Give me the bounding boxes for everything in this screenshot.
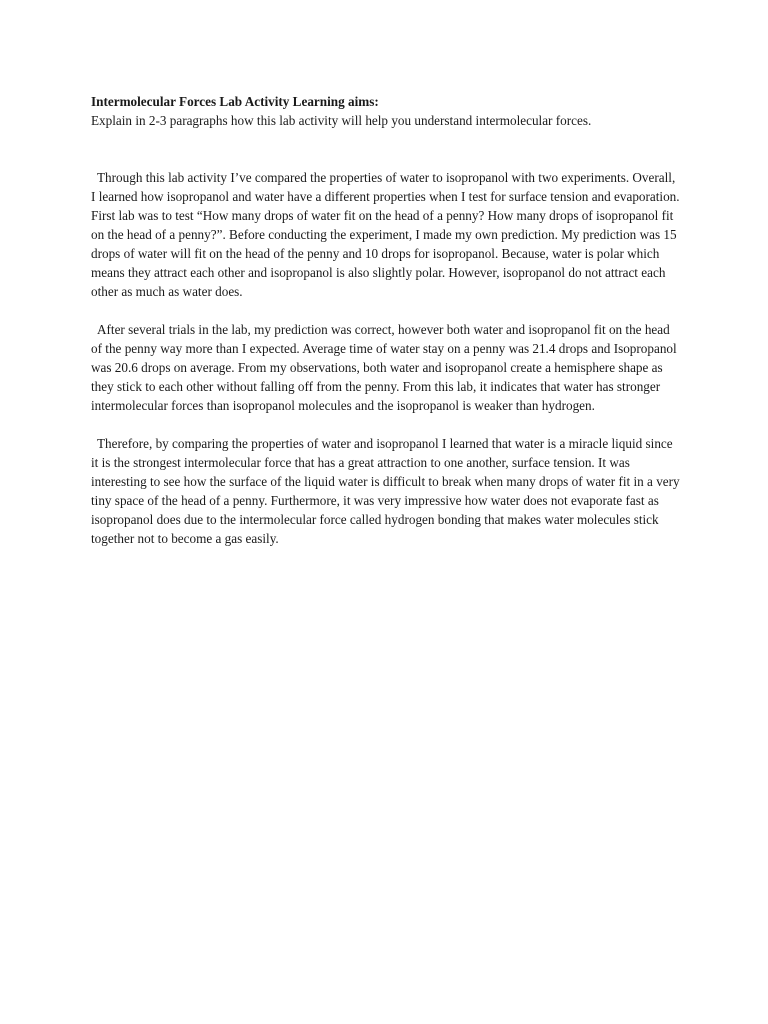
paragraph-2: After several trials in the lab, my prediction was correct, however both water and isopropanol fit on the head of the penny way more than I expected. Average time of water stay on a penny was 21.4 drops and Isopropanol was 20.6 drops on average. From my observations, both water and isopropanol create a hemisphere shape as they stick to each other without falling off from the penny. From this lab, it indicates that water has stronger intermolecular forces than isopropanol molecules and the isopropanol is weaker than hydrogen.: [91, 322, 677, 413]
paragraph-3: Therefore, by comparing the properties of water and isopropanol I learned that water is a miracle liquid since it is the strongest intermolecular force that has a great attraction to one another, surface tension. It was interesting to see how the surface of the liquid water is difficult to break when many drops of water fit in a very tiny space of the head of a penny. Furthermore, it was very impressive how water does not evaporate fast as isopropanol does due to the intermolecular force called hydrogen bonding that makes water molecules stick together not to become a gas easily.: [91, 436, 680, 546]
document-page: [91, 92, 681, 567]
spacer: [91, 130, 681, 168]
document-title: Intermolecular Forces Lab Activity Learning aims:: [91, 94, 379, 109]
document-prompt: Explain in 2-3 paragraphs how this lab activity will help you understand intermolecular forces.: [91, 113, 592, 128]
paragraph-1: Through this lab activity I’ve compared the properties of water to isopropanol with two experiments. Overall, I learned how isopropanol and water have a different properties when I test for surface tension and evaporation. First lab was to test “How many drops of water fit on the head of a penny? How many drops of isopropanol fit on the head of a penny?”. Before conducting the experiment, I made my own prediction. My prediction was 15 drops of water will fit on the head of the penny and 10 drops for isopropanol. Because, water is polar which means they attract each other and isopropanol is also slightly polar. However, isopropanol do not attract each other as much as water does.: [91, 170, 680, 299]
